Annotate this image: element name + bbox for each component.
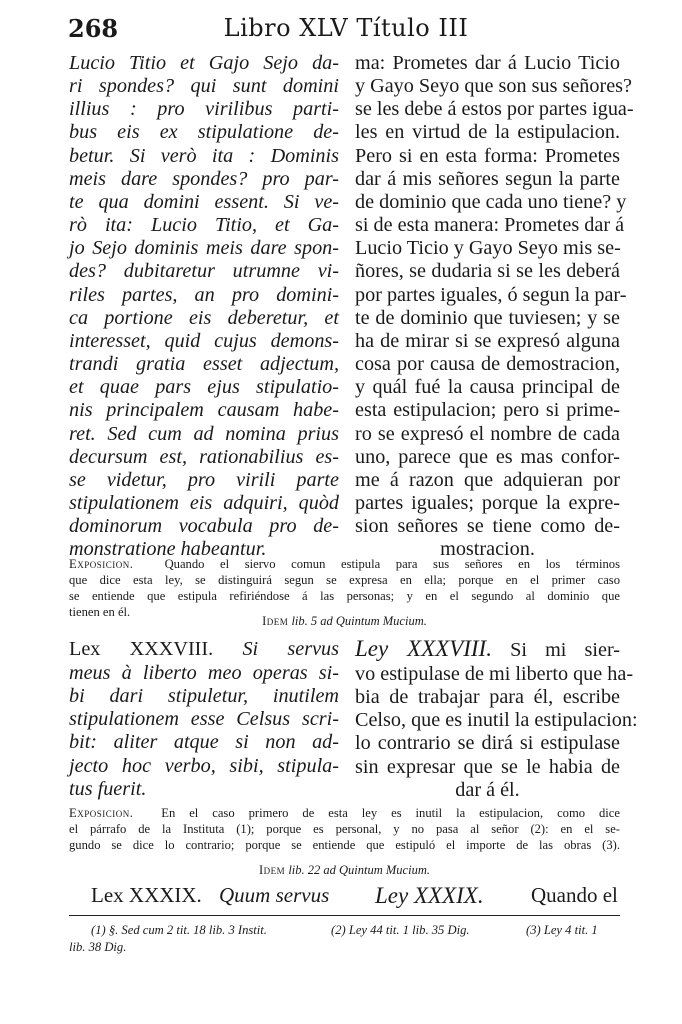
spanish-line: esta estipulacion; pero si prime-: [355, 399, 620, 422]
spanish-line: te de dominio que tuviesen; y se: [355, 306, 620, 329]
latin-line: stipulationem esse Celsus scri-: [69, 708, 339, 731]
spanish-line: por partes iguales, ó segun la par-: [355, 283, 627, 306]
latin-line: bi dari stipuletur, inutilem: [69, 685, 339, 708]
exposicion-1: [69, 556, 620, 620]
footnote-3-continued: lib. 38 Dig.: [69, 940, 127, 954]
exposicion-label: Exposicion.: [69, 557, 134, 571]
spanish-line: dar á mis señores segun la parte: [355, 167, 620, 190]
exposicion-line: se entiende que estipula refiriéndose á las personas; y en el segundo al dominio que: [69, 589, 620, 603]
latin-line: jo Sejo dominis meis dare spon-: [69, 237, 339, 260]
spanish-line: y quál fué la causa principal de: [355, 376, 620, 399]
latin-line: decursum est, rationabilius es-: [69, 445, 339, 468]
spanish-line: lo contrario se dirá si estipulase: [355, 732, 620, 755]
spanish-line: Quando el: [531, 883, 618, 907]
latin-line: bus eis ex stipulatione de-: [69, 121, 339, 144]
spanish-line: les en virtud de la estipulacion.: [355, 121, 620, 144]
idem-label: Idem: [259, 863, 286, 877]
exposicion-line: gundo se dice lo contrario; porque se entiende que estipuló el importe de las obras (3).: [69, 838, 620, 852]
spanish-line: sin expresar que se le habia de: [355, 755, 620, 778]
latin-line: ca portione eis deberetur, et: [69, 306, 339, 329]
source-citation-2: [69, 863, 620, 878]
lex-label: Lex XXXIX.: [91, 883, 202, 907]
latin-line: ri spondes? qui sunt domini: [69, 75, 339, 98]
page-header: [68, 14, 624, 50]
latin-line: Si servus: [242, 638, 339, 660]
page-number: 268: [68, 14, 119, 43]
latin-line: nis principalem causam habe-: [69, 399, 339, 422]
latin-line: se videtur, pro virili parte: [69, 468, 339, 491]
ley-label: Ley XXXIX.: [375, 883, 484, 908]
spanish-line: ha de mirar si se expresó alguna: [355, 329, 620, 352]
spanish-line: si de esta manera: Prometes dar á: [355, 214, 625, 237]
footnote-2: (2) Ley 44 tit. 1 lib. 35 Dig.: [331, 923, 470, 937]
latin-column-2: [69, 636, 339, 801]
exposicion-line: Quando el siervo comun estipula para sus señores en los términos: [164, 557, 620, 571]
latin-line: rò ita: Lucio Titio, et Ga-: [69, 214, 339, 237]
latin-line: et quae pars ejus stipulatio-: [69, 376, 339, 399]
spanish-line: ma: Prometes dar á Lucio Ticio: [355, 52, 620, 74]
citation-text: lib. 5 ad Quintum Mucium.: [291, 614, 427, 628]
spanish-line: uno, parece que es mas confor-: [355, 445, 620, 468]
latin-line: tus fuerit.: [69, 777, 147, 800]
spanish-line: dar á él.: [455, 778, 520, 801]
latin-line: trandi gratia esset adjectum,: [69, 353, 339, 376]
spanish-line: vo estipulase de mi liberto que ha-: [355, 663, 634, 685]
idem-label: Idem: [262, 614, 289, 628]
spanish-line: y Gayo Seyo que son sus señores?: [355, 75, 632, 98]
spanish-line: Lucio Ticio y Gayo Seyo mis se-: [355, 237, 621, 260]
spanish-line: mostracion.: [440, 538, 535, 561]
footnote-3: (3) Ley 4 tit. 1: [526, 923, 598, 937]
spanish-line: partes iguales; porque la expre-: [355, 491, 620, 514]
ley-label: Ley XXXVIII.: [355, 636, 492, 661]
latin-line: te qua domini essent. Si ve-: [69, 190, 339, 213]
footnote-rule: [69, 915, 620, 916]
latin-line: betur. Si verò ita : Dominis: [69, 144, 339, 167]
exposicion-line: el párrafo de la Instituta (1); porque es personal, y no pasa al señor (2): en el se-: [69, 822, 620, 836]
spanish-line: Si mi sier-: [510, 639, 621, 661]
latin-line: monstratione habeantur.: [69, 538, 267, 561]
latin-line: meus à liberto meo operas si-: [69, 662, 339, 684]
exposicion-line: que dice esta ley, se distinguirá segun se expresa en ella; porque en el primer caso: [69, 573, 620, 587]
exposicion-line: tienen en él.: [69, 605, 131, 619]
latin-line: ret. Sed cum ad nomina prius: [69, 422, 339, 445]
spanish-line: sion señores se tiene como de-: [355, 515, 620, 538]
spanish-line: me á razon que adquieran por: [355, 468, 620, 491]
lex-label: Lex XXXVIII.: [69, 638, 214, 660]
latin-line: Lucio Titio et Gajo Sejo da-: [69, 52, 339, 74]
spanish-line: ñores, se dudaria si se les deberá: [355, 260, 620, 283]
latin-line: interesset, quid cujus demons-: [69, 329, 339, 352]
latin-line: jecto hoc verbo, sibi, stipula-: [69, 754, 339, 777]
spanish-line: ro se expresó el nombre de cada: [355, 422, 620, 445]
footnotes: [69, 922, 624, 956]
spanish-line: de dominio que cada uno tiene? y: [355, 190, 627, 213]
latin-column-1: [69, 52, 339, 561]
latin-line: dominorum vocabula pro de-: [69, 515, 339, 538]
citation-text: lib. 22 ad Quintum Mucium.: [288, 863, 430, 877]
latin-line: stipulationem eis adquiri, quòd: [69, 491, 339, 514]
spanish-line: Pero si en esta forma: Prometes: [355, 144, 620, 167]
spanish-line: se les debe á estos por partes igua-: [355, 98, 634, 121]
spanish-column-2: [355, 636, 638, 802]
exposicion-2: [69, 805, 620, 853]
spanish-column-1: [355, 52, 634, 561]
exposicion-line: En el caso primero de esta ley es inutil la estipulacion, como dice: [161, 806, 620, 820]
spanish-line: Celso, que es inutil la estipulacion:: [355, 709, 638, 732]
latin-line: illius : pro virilibus parti-: [69, 98, 339, 121]
source-citation-1: [69, 614, 620, 629]
footnote-1: (1) §. Sed cum 2 tit. 18 lib. 3 Instit.: [91, 923, 267, 937]
exposicion-label: Exposicion.: [69, 806, 134, 820]
latin-line: riles partes, an pro domini-: [69, 283, 339, 306]
spanish-line: cosa por causa de demostracion,: [355, 353, 620, 376]
latin-line: bit: aliter atque si non ad-: [69, 731, 339, 754]
spanish-line: bia de trabajar para él, escribe: [355, 686, 620, 709]
section-3-start: [69, 883, 620, 911]
latin-line: meis dare spondes? pro par-: [69, 167, 339, 190]
running-title: Libro XLV Título III: [223, 14, 469, 42]
latin-line: Quum servus: [219, 883, 330, 907]
latin-line: des? dubitaretur utrumne vi-: [69, 260, 339, 283]
